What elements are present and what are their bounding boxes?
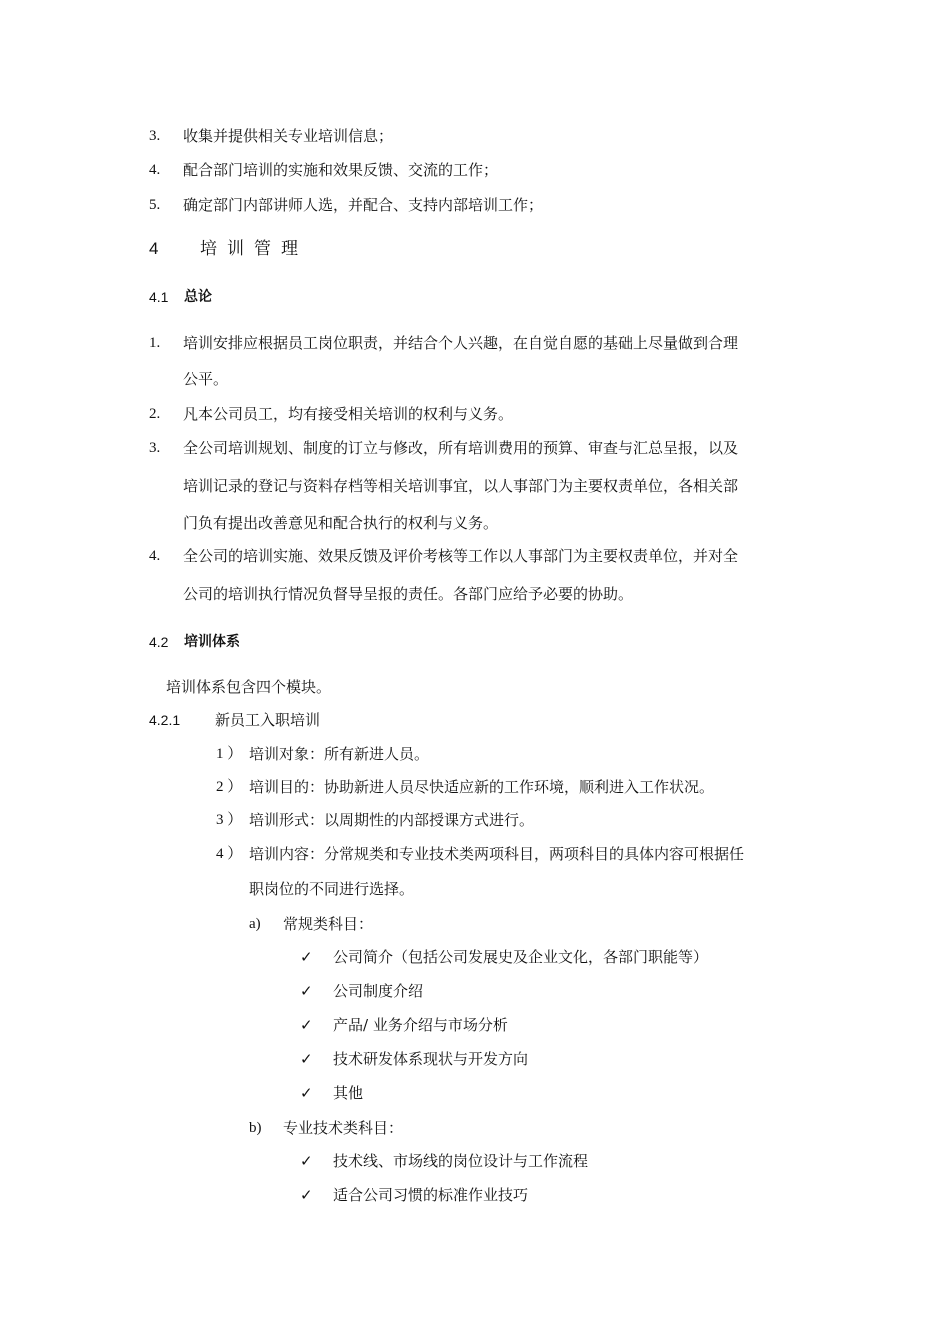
checkmark-icon: ✓: [300, 948, 313, 966]
point-text: 职岗位的不同进行选择。: [249, 880, 415, 898]
checklist-item: 技术研发体系现状与开发方向: [333, 1050, 529, 1068]
list-number: 3.: [149, 128, 161, 144]
list-number: 1.: [149, 335, 161, 351]
point-text: 培训目的：协助新进人员尽快适应新的工作环境，顺利进入工作状况。: [249, 778, 715, 796]
section-number: 4.1: [149, 289, 169, 305]
section-number: 4.2: [149, 634, 169, 650]
checkmark-icon: ✓: [300, 1050, 313, 1068]
category-label: b): [249, 1120, 262, 1136]
point-number: 1 ）: [216, 746, 243, 762]
subsection-title: 新员工入职培训: [215, 711, 321, 729]
checkmark-icon: ✓: [300, 1186, 313, 1204]
list-number: 2.: [149, 406, 161, 422]
checkmark-icon: ✓: [300, 1152, 313, 1170]
list-item-text: 公司的培训执行情况负督导呈报的责任。各部门应给予必要的协助。: [183, 585, 634, 603]
section-title: 总论: [184, 289, 212, 305]
point-number: 3 ）: [216, 812, 243, 828]
list-item-text: 配合部门培训的实施和效果反馈、交流的工作；: [183, 161, 499, 179]
category-title: 常规类科目：: [283, 915, 374, 933]
list-item-text: 培训记录的登记与资料存档等相关培训事宜，以人事部门为主要权责单位，各相关部: [183, 477, 739, 495]
checklist-item: 公司制度介绍: [333, 982, 424, 1000]
list-item-text: 门负有提出改善意见和配合执行的权利与义务。: [183, 514, 499, 532]
checklist-item: 技术线、市场线的岗位设计与工作流程: [333, 1152, 589, 1170]
list-item-text: 凡本公司员工，均有接受相关培训的权利与义务。: [183, 405, 514, 423]
checklist-item: 适合公司习惯的标准作业技巧: [333, 1186, 529, 1204]
category-label: a): [249, 916, 261, 932]
category-title: 专业技术类科目：: [283, 1119, 404, 1137]
checklist-item: 公司简介（包括公司发展史及企业文化，各部门职能等）: [333, 948, 709, 966]
point-number: 2 ）: [216, 779, 243, 795]
list-item-text: 培训安排应根据员工岗位职责，并结合个人兴趣，在自觉自愿的基础上尽量做到合理: [183, 334, 739, 352]
point-number: 4 ）: [216, 846, 243, 862]
list-number: 4.: [149, 548, 161, 564]
checkmark-icon: ✓: [300, 1016, 313, 1034]
subsection-number: 4.2.1: [149, 712, 181, 728]
list-item-text: 确定部门内部讲师人选，并配合、支持内部培训工作；: [183, 196, 544, 214]
chapter-number: 4: [149, 239, 159, 258]
checklist-item: 产品/ 业务介绍与市场分析: [333, 1016, 508, 1034]
point-text: 培训内容：分常规类和专业技术类两项科目，两项科目的具体内容可根据任: [249, 845, 745, 863]
paragraph: 培训体系包含四个模块。: [166, 678, 332, 696]
checklist-item: 其他: [333, 1084, 364, 1102]
chapter-title: 培训管理: [200, 239, 308, 259]
checkmark-icon: ✓: [300, 982, 313, 1000]
checkmark-icon: ✓: [300, 1084, 313, 1102]
section-title: 培训体系: [184, 634, 240, 650]
list-number: 5.: [149, 197, 161, 213]
list-item-text: 公平。: [183, 370, 229, 388]
point-text: 培训形式：以周期性的内部授课方式进行。: [249, 811, 535, 829]
list-item-text: 全公司的培训实施、效果反馈及评价考核等工作以人事部门为主要权责单位，并对全: [183, 547, 739, 565]
list-number: 4.: [149, 162, 161, 178]
list-number: 3.: [149, 440, 161, 456]
list-item-text: 全公司培训规划、制度的订立与修改，所有培训费用的预算、审查与汇总呈报，以及: [183, 439, 739, 457]
list-item-text: 收集并提供相关专业培训信息；: [183, 127, 394, 145]
point-text: 培训对象：所有新进人员。: [249, 745, 430, 763]
